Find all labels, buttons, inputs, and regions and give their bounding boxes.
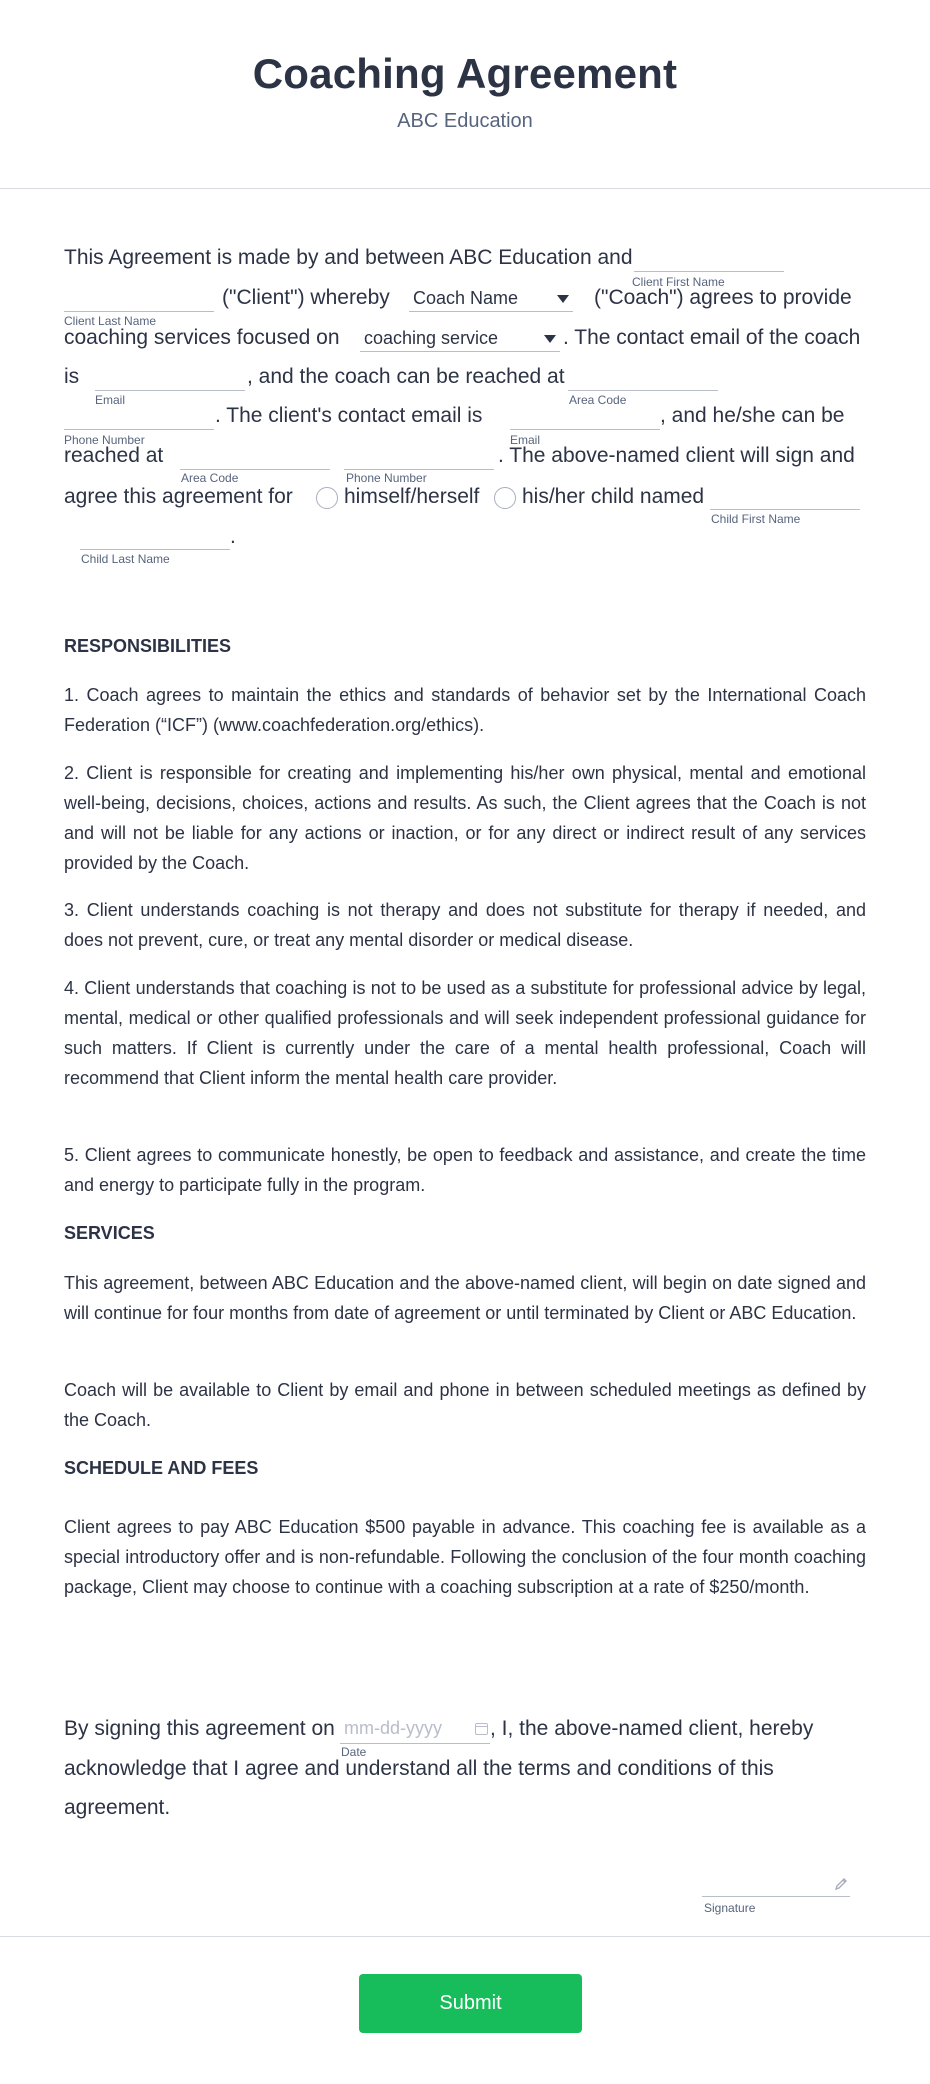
agreement-text: agree this agreement for xyxy=(64,485,293,508)
fees-text: Client agrees to pay ABC Education $500 payable in advance. This coaching fee is available as a special introductory offer and is non-refundable. Following the conclusion of the four month coaching package, Client may choose to continue with a coaching subscription at a rate of $250/month. xyxy=(64,1517,866,1597)
form-title: Coaching Agreement xyxy=(252,50,678,97)
coach-select-value: Coach Name xyxy=(413,288,519,308)
agreement-text: coaching services focused on xyxy=(64,326,340,349)
date-label: Date xyxy=(341,1745,367,1759)
signing-text: By signing this agreement on xyxy=(64,1717,335,1740)
radio-child[interactable] xyxy=(494,487,516,509)
client-phone-input[interactable] xyxy=(344,444,494,470)
client-last-name-input[interactable] xyxy=(64,286,214,312)
responsibility-item: 4. Client understands that coaching is not to be used as a substitute for professional advice by legal, mental, medical or other qualified professionals and will seek independent professional guidance for such matters. If Client is currently under the care of a mental health professional, Coach will recommend that Client inform the mental health care provider. xyxy=(64,978,866,1088)
radio-child-label[interactable]: his/her child named xyxy=(522,485,705,508)
client-email-input[interactable] xyxy=(510,404,660,430)
client-area-code-label: Area Code xyxy=(181,471,239,485)
responsibility-item: 1. Coach agrees to maintain the ethics and standards of behavior set by the International Coach Federation (“ICF”) (www.coachfederation.org/ethics). xyxy=(64,685,866,735)
client-phone-label: Phone Number xyxy=(346,471,427,485)
signing-text: acknowledge that I agree and understand all the terms and conditions of this xyxy=(64,1757,774,1780)
client-last-name-label: Client Last Name xyxy=(64,314,157,328)
services-item: Coach will be available to Client by email and phone in between scheduled meetings as defined by the Coach. xyxy=(64,1380,866,1430)
agreement-text: . The contact email of the coach xyxy=(563,326,861,349)
client-first-name-input[interactable] xyxy=(634,246,784,272)
responsibility-item: 3. Client understands coaching is not therapy and does not substitute for therapy if needed, and does not prevent, cure, or treat any mental disorder or medical disease. xyxy=(64,900,866,950)
services-item: This agreement, between ABC Education and the above-named client, will begin on date signed and will continue for four months from date of agreement or until terminated by Client or ABC Education. xyxy=(64,1273,866,1323)
coach-select[interactable] xyxy=(409,286,573,312)
agreement-text: ("Client") whereby xyxy=(222,286,390,309)
submit-button[interactable]: Submit xyxy=(359,1974,582,2033)
coach-phone-label: Phone Number xyxy=(64,433,145,447)
responsibility-item: 5. Client agrees to communicate honestly, be open to feedback and assistance, and create the time and energy to participate fully in the program. xyxy=(64,1145,866,1195)
signing-text: , I, the above-named client, hereby xyxy=(490,1717,814,1740)
coaching-service-select[interactable] xyxy=(360,326,560,352)
agreement-text: This Agreement is made by and between ABC Education and xyxy=(64,246,633,269)
child-first-name-label: Child First Name xyxy=(711,512,801,526)
radio-himself-herself-label[interactable]: himself/herself xyxy=(344,485,480,508)
coach-email-input[interactable] xyxy=(95,365,245,391)
agreement-text: . The above-named client will sign and xyxy=(498,444,855,467)
chevron-down-icon xyxy=(557,295,569,303)
responsibility-item: 2. Client is responsible for creating and implementing his/her own physical, mental and emotional well-being, decisions, choices, actions and results. As such, the Client agrees that the Coach is not and will not be liable for any actions or inaction, or for any direct or indirect result of any services provided by the Coach. xyxy=(64,763,866,873)
client-area-code-input[interactable] xyxy=(180,444,330,470)
date-placeholder: mm-dd-yyyy xyxy=(344,1718,442,1738)
pen-icon xyxy=(833,1876,849,1892)
agreement-text: . The client's contact email is xyxy=(215,404,483,427)
signature-label: Signature xyxy=(704,1901,756,1915)
agreement-text: is xyxy=(64,365,80,388)
agreement-text: . xyxy=(230,525,236,548)
client-email-label: Email xyxy=(510,433,541,447)
client-first-name-label: Client First Name xyxy=(632,275,725,289)
child-last-name-label: Child Last Name xyxy=(81,552,170,566)
coach-area-code-label: Area Code xyxy=(569,393,627,407)
coach-area-code-input[interactable] xyxy=(568,365,718,391)
signature-pad[interactable] xyxy=(702,1896,850,1897)
agreement-text: , and he/she can be xyxy=(660,404,845,427)
form-header xyxy=(0,0,930,189)
coaching-service-select-value: coaching service xyxy=(364,328,499,348)
radio-himself-herself[interactable] xyxy=(316,487,338,509)
coach-email-label: Email xyxy=(95,393,126,407)
form-subtitle: ABC Education xyxy=(397,110,533,132)
child-first-name-input[interactable] xyxy=(710,484,860,510)
agreement-text: reached at xyxy=(64,444,164,467)
signing-text: agreement. xyxy=(64,1796,171,1819)
responsibilities-title: RESPONSIBILITIES xyxy=(64,636,232,656)
chevron-down-icon xyxy=(544,335,556,343)
agreement-text: ("Coach") agrees to provide xyxy=(594,286,852,309)
agreement-text: , and the coach can be reached at xyxy=(247,365,565,388)
services-title: SERVICES xyxy=(64,1223,155,1243)
fees-title: SCHEDULE AND FEES xyxy=(64,1458,259,1478)
coach-phone-input[interactable] xyxy=(64,404,214,430)
calendar-icon[interactable] xyxy=(475,1723,488,1735)
date-input[interactable] xyxy=(340,1716,490,1744)
child-last-name-input[interactable] xyxy=(80,524,230,550)
